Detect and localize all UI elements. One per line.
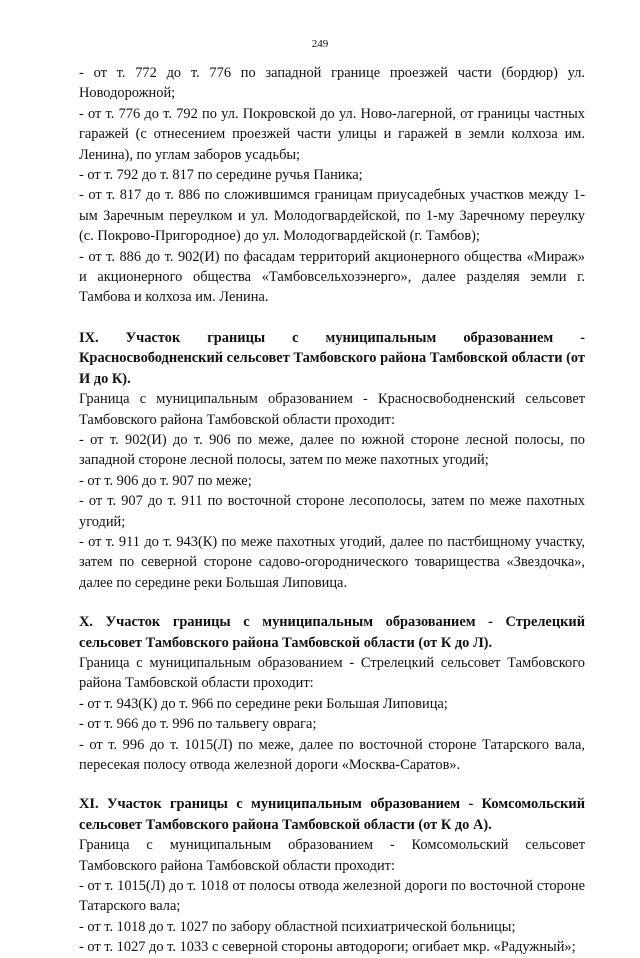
boundary-item: - от т. 792 до т. 817 по середине ручья Паника;: [79, 167, 363, 184]
section-x-heading: X. Участок границы с муниципальным образованием - Стрелецкий сельсовет Тамбовского района Тамбовской области (от К до Л).: [79, 614, 585, 651]
boundary-item: - от т. 943(К) до т. 966 по середине реки Большая Липовица;: [79, 695, 448, 712]
boundary-item: - от т. 776 до т. 792 по ул. Покровской до ул. Ново-лагерной, от границы частных гаражей (с отнесением проезжей части улицы и гаражей в земли колхоза им. Ленина), по углам заборов усадьбы;: [79, 105, 585, 163]
boundary-item: - от т. 772 до т. 776 по западной границе проезжей части (бордюр) ул. Новодорожной;: [79, 65, 585, 102]
document-body: [79, 63, 585, 958]
boundary-item: - от т. 906 до т. 907 по меже;: [79, 472, 252, 489]
section-ix-heading: IX. Участок границы с муниципальным образованием - Красносвободненский сельсовет Тамбовского района Тамбовской области (от И до К).: [79, 329, 585, 387]
boundary-item: - от т. 1018 до т. 1027 по забору областной психиатрической больницы;: [79, 918, 516, 935]
section-ix-intro: Граница с муниципальным образованием - Красносвободненский сельсовет Тамбовского района Тамбовской области проходит:: [79, 391, 585, 428]
boundary-item: - от т. 1027 до т. 1033 с северной стороны автодороги; огибает мкр. «Радужный»;: [79, 939, 576, 956]
boundary-item: - от т. 996 до т. 1015(Л) по меже, далее по восточной стороне Татарского вала, пересекая полосу отвода железной дороги «Москва-Саратов».: [79, 736, 585, 773]
section-xi-heading: XI. Участок границы с муниципальным образованием - Комсомольский сельсовет Тамбовского района Тамбовской области (от К до А).: [79, 796, 585, 833]
section-xi-intro: Граница с муниципальным образованием - Комсомольский сельсовет Тамбовского района Тамбовской области проходит:: [79, 837, 585, 874]
boundary-item: - от т. 911 до т. 943(К) по меже пахотных угодий, далее по пастбищному участку, затем по северной стороне садово-огороднического товарищества «Звездочка», далее по середине реки Большая Липовица.: [79, 533, 585, 591]
section-x-intro: Граница с муниципальным образованием - Стрелецкий сельсовет Тамбовского района Тамбовской области проходит:: [79, 654, 585, 692]
boundary-item: - от т. 966 до т. 996 по тальвегу оврага;: [79, 716, 317, 733]
boundary-item: - от т. 886 до т. 902(И) по фасадам территорий акционерного общества «Мираж» и акционерного общества «Тамбовсельхозэнерго», далее разделяя земли г. Тамбова и колхоза им. Ленина.: [79, 248, 585, 306]
page-number: 249: [311, 38, 329, 50]
boundary-item: - от т. 902(И) до т. 906 по меже, далее по южной стороне лесной полосы, по западной стороне лесной полосы, затем по меже пахотных угодий;: [79, 431, 585, 469]
boundary-item: - от т. 907 до т. 911 по восточной стороне лесополосы, затем по меже пахотных угодий;: [79, 493, 585, 530]
boundary-item: - от т. 817 до т. 886 по сложившимся границам приусадебных участков между 1-ым Заречным переулком и ул. Молодогвардейской, по 1-му Заречному переулку (с. Покрово-Пригородное) до ул. Молодогвардейской (г. Тамбов);: [79, 187, 585, 245]
boundary-item: - от т. 1015(Л) до т. 1018 от полосы отвода железной дороги по восточной стороне Татарского вала;: [79, 878, 585, 915]
